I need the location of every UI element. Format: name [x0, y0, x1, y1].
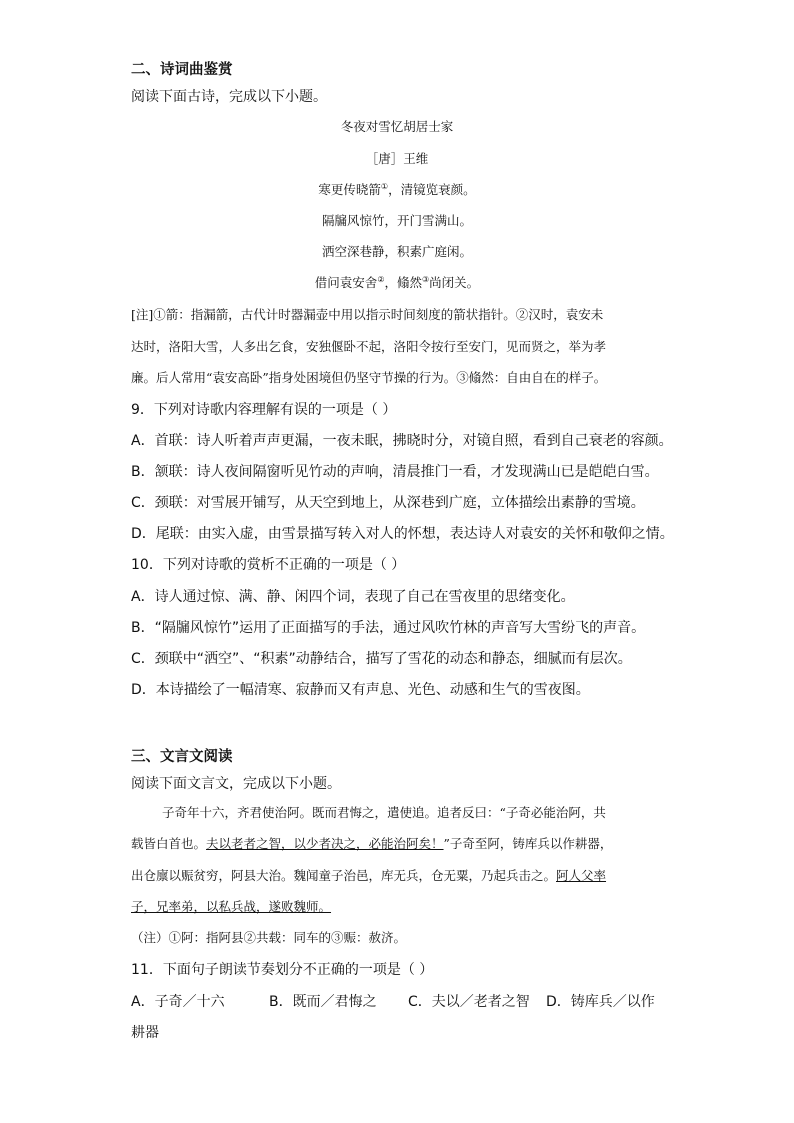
- question-10-option-b[interactable]: B．“隔牖风惊竹”运用了正面描写的手法，通过风吹竹林的声音写大雪纷飞的声音。: [131, 620, 646, 636]
- poem-title: 冬夜对雪忆胡居士家: [340, 119, 454, 134]
- passage-line-4: 子，兄率弟，以私兵战，遂败魏师。: [131, 899, 332, 914]
- passage-line-1: 子奇年十六，齐君使治阿。既而君悔之，遣使追。追者反曰：“子奇必能治阿，共: [162, 805, 606, 820]
- question-11-option-b[interactable]: B．既而／君悔之: [269, 994, 377, 1010]
- poem-line-4: 借问袁安舍②，翛然③尚闭关。: [314, 274, 480, 290]
- question-10-option-d[interactable]: D．本诗描绘了一幅清寒、寂静而又有声息、光色、动感和生气的雪夜图。: [131, 682, 590, 698]
- underlined-sentence: 阿人父率: [556, 868, 607, 883]
- poem-author: ［唐］王维: [365, 151, 429, 166]
- question-9-stem: 9．下列对诗歌内容理解有误的一项是（ ）: [131, 402, 397, 418]
- question-10-option-a[interactable]: A．诗人通过惊、满、静、闲四个词，表现了自己在雪夜里的思绪变化。: [131, 589, 575, 605]
- passage-line-2: 载皆白首也。夫以老者之智，以少者决之，必能治阿矣！”子奇至阿，铸库兵以作耕器，: [131, 836, 613, 851]
- question-11-option-a[interactable]: A．子奇／十六: [131, 994, 225, 1010]
- poem-note-line: 廉。后人常用“袁安高卧”指身处困境但仍坚守节操的行为。③翛然：自由自在的样子。: [131, 370, 607, 385]
- poem-note-line: 达时，洛阳大雪，人多出乞食，安独偃卧不起，洛阳令按行至安门，见而贤之，举为孝: [131, 339, 607, 354]
- section-heading-classical-chinese: 三、文言文阅读: [131, 749, 233, 765]
- question-11-option-d[interactable]: D．铸库兵／以作: [546, 994, 655, 1010]
- poem-line-3: 洒空深巷静，积素广庭闲。: [321, 244, 472, 259]
- section-heading-poetry: 二、诗词曲鉴赏: [131, 62, 233, 78]
- passage-line-3: 出仓廪以赈贫穷，阿县大治。魏闻童子治邑，库无兵，仓无粟，乃起兵击之。阿人父率: [131, 868, 607, 883]
- question-9-option-a[interactable]: A．首联：诗人听着声声更漏，一夜未眠，拂晓时分，对镜自照，看到自己衰老的容颜。: [131, 433, 673, 449]
- passage-note: （注）①阿：指阿县②共载：同车的③赈：赦济。: [131, 930, 407, 945]
- question-11-option-d-continued: 耕器: [131, 1025, 159, 1041]
- question-11-option-c[interactable]: C．夫以／老者之智: [408, 994, 530, 1010]
- poem-line-1: 寒更传晓箭①，清镜览衰颜。: [318, 181, 476, 197]
- poem-line-2: 隔牖风惊竹，开门雪满山。: [321, 213, 472, 228]
- question-9-option-d[interactable]: D．尾联：由实入虚，由雪景描写转入对人的怀想，表达诗人对袁安的关怀和敬仰之情。: [131, 526, 674, 542]
- question-10-option-c[interactable]: C．颈联中“洒空”、“积素”动静结合，描写了雪花的动态和静态，细腻而有层次。: [131, 651, 632, 667]
- section-intro-poetry: 阅读下面古诗，完成以下小题。: [131, 89, 327, 105]
- section-intro-classical-chinese: 阅读下面文言文，完成以下小题。: [131, 776, 341, 792]
- question-9-option-c[interactable]: C．颈联：对雪展开铺写，从天空到地上，从深巷到广庭，立体描绘出素静的雪境。: [131, 495, 645, 511]
- poem-note-line: [注]①箭：指漏箭，古代计时器漏壶中用以指示时间刻度的箭状指针。②汉时，袁安未: [131, 307, 604, 322]
- underlined-sentence: 夫以老者之智，以少者决之，必能治阿矣！: [206, 836, 444, 851]
- question-10-stem: 10．下列对诗歌的赏析不正确的一项是（ ）: [131, 557, 406, 573]
- question-9-option-b[interactable]: B．颔联：诗人夜间隔窗听见竹动的声响，清晨推门一看，才发现满山已是皑皑白雪。: [131, 464, 659, 480]
- question-11-stem: 11．下面句子朗读节奏划分不正确的一项是（ ）: [131, 962, 434, 978]
